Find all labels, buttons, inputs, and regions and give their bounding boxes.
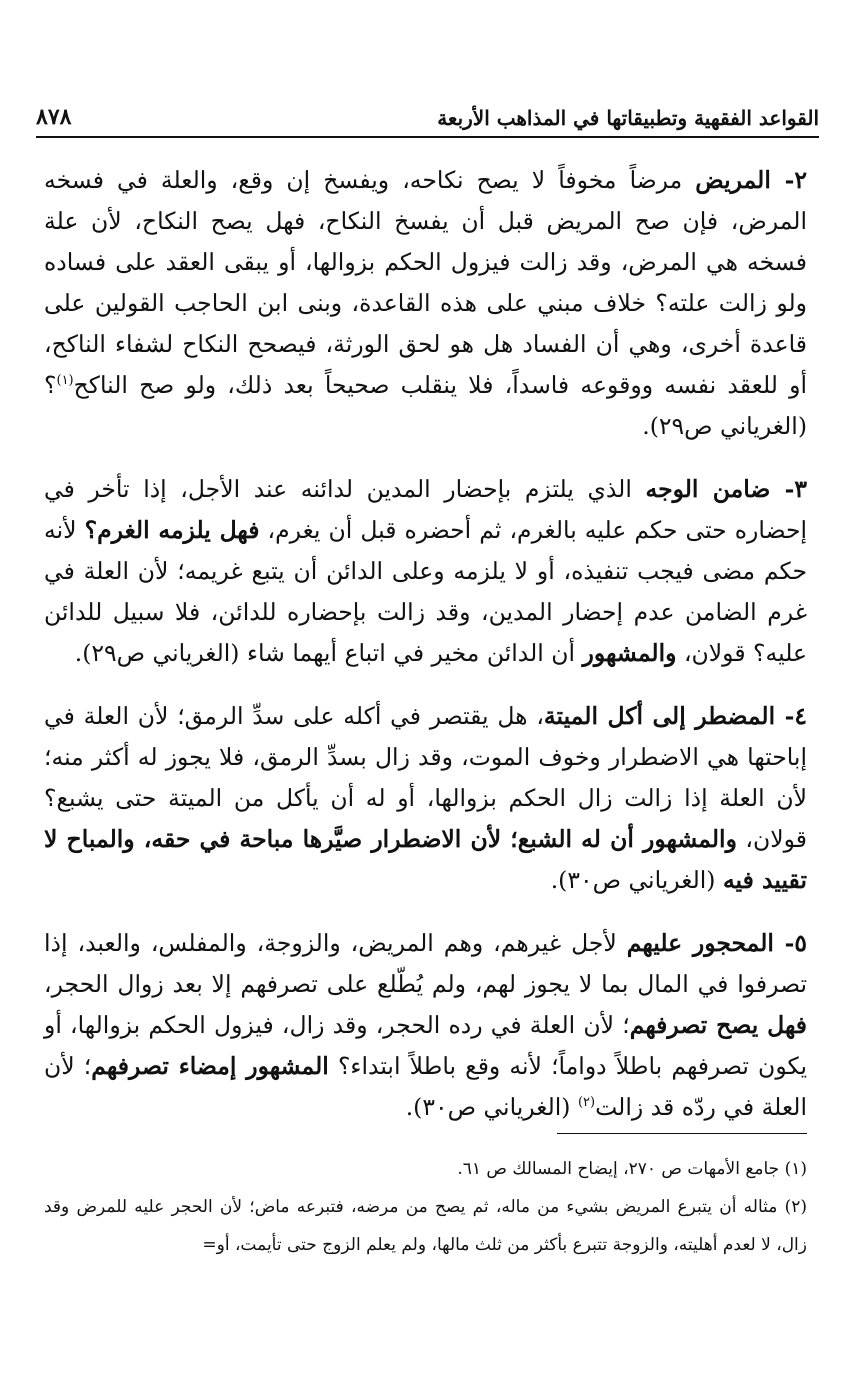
paragraph-text-3: ؛ لأن العلة في ردّه قد زالت — [44, 1052, 807, 1121]
footnote-separator — [557, 1133, 807, 1134]
bold-ruling: والمشهور — [582, 639, 677, 667]
item-number: ٢- — [770, 166, 807, 194]
paragraph-tail: أن الدائن مخير في اتباع أيهما شاء (الغرياني ص٢٩). — [74, 639, 583, 667]
paragraph-tail: (الغرياني ص٣٠). — [405, 1093, 578, 1121]
paragraph-text: ، هل يقتصر في أكله على سدِّ الرمق؛ لأن العلة في إباحتها هي الاضطرار وخوف الموت، وقد زال بسدِّ الرمق، فلا يجوز له أكثر منه؛ لأن العلة إذا زالت زال الحكم بزوالها، أو له أن يأكل من الميتة حتى يشبع؟ قولان، — [44, 702, 807, 853]
paragraph-text: لأجل غيرهم، وهم المريض، والزوجة، والمفلس، والعبد، إذا تصرفوا في المال بما لا يجوز لهم، ولم يُطّلع على تصرفهم إلا بعد زوال الحجر، — [44, 929, 807, 998]
main-text — [44, 160, 807, 1150]
footnote-ref: (١) — [56, 373, 74, 389]
item-lead-term: المحجور عليهم — [626, 929, 774, 957]
paragraph-tail: ؟ (الغرياني ص٢٩). — [44, 371, 807, 440]
paragraph-text-2: ؛ لأن العلة في رده الحجر، وقد زال، فيزول الحكم بزوالها، أو يكون تصرفهم باطلاً دواماً؛ لأنه وقع باطلاً ابتداء؟ — [44, 1011, 807, 1080]
footnote-1: (١) جامع الأمهات ص ٢٧٠، إيضاح المسالك ص ٦١. — [457, 1159, 807, 1179]
bold-question: فهل يلزمه الغرم؟ — [84, 516, 260, 544]
footnote-ref: (٢) — [577, 1095, 596, 1111]
item-lead-term: ضامن الوجه — [645, 475, 771, 503]
paragraph-tail: (الغرياني ص٣٠). — [550, 866, 723, 894]
header-title: القواعد الفقهية وتطبيقاتها في المذاهب الأربعة — [437, 106, 819, 130]
paragraph-5 — [44, 923, 807, 1128]
item-lead-term: المضطر إلى أكل الميتة — [543, 702, 776, 730]
bold-question: فهل يصح تصرفهم — [629, 1011, 808, 1039]
bold-ruling: والمشهور أن له الشبع؛ لأن الاضطرار صيَّرها مباحة في حقه، والمباح لا تقييد فيه — [44, 825, 807, 894]
item-number: ٥- — [773, 929, 808, 957]
item-number: ٣- — [770, 475, 808, 503]
paragraph-text: الذي يلتزم بإحضار المدين لدائنه عند الأجل، إذا تأخر في إحضاره حتى حكم عليه بالغرم، ثم أحضره قبل أن يغرم، — [44, 475, 808, 544]
running-header — [36, 96, 819, 138]
paragraph-text-2: لأنه حكم مضى فيجب تنفيذه، أو لا يلزمه وعلى الدائن أن يتبع غريمه؛ لأن العلة في غرم الضامن عدم إحضار المدين، وقد زالت بإحضاره للدائن، فلا سبيل للدائن عليه؟ قولان، — [44, 516, 807, 667]
paragraph-3 — [44, 469, 807, 674]
footnote-2: (٢) مثاله أن يتبرع المريض بشيء من ماله، ثم يصح من مرضه، فتبرعه ماض؛ لأن الحجر عليه للمرض وقد زال، لا لعدم أهليته، والزوجة تتبرع بأكثر من ثلث مالها، ولم يعلم الزوج حتى تأيمت، أو= — [44, 1197, 807, 1255]
paragraph-2 — [44, 160, 807, 447]
page-number: ٨٧٨ — [36, 104, 72, 130]
item-number: ٤- — [775, 702, 807, 730]
paragraph-text: مرضاً مخوفاً لا يصح نكاحه، ويفسخ إن وقع، والعلة في فسخه المرض، فإن صح المريض قبل أن يفسخ النكاح، فهل يصح النكاح، لأن علة فسخه هي المرض، وقد زالت فيزول الحكم بزوالها، أو يبقى العقد على فساده ولو زالت علته؟ خلاف مبني على هذه القاعدة، وبنى ابن الحاجب القولين على قاعدة أخرى، وهي أن الفساد هل هو لحق الورثة، فيصحح النكاح لشفاء الناكح، أو للعقد نفسه ووقوعه فاسداً، فلا ينقلب صحيحاً بعد ذلك، ولو صح الناكح — [44, 166, 807, 399]
item-lead-term: المريض — [695, 166, 771, 194]
paragraph-4 — [44, 696, 807, 901]
footnotes — [44, 1150, 807, 1264]
bold-ruling: المشهور إمضاء تصرفهم — [91, 1052, 329, 1080]
